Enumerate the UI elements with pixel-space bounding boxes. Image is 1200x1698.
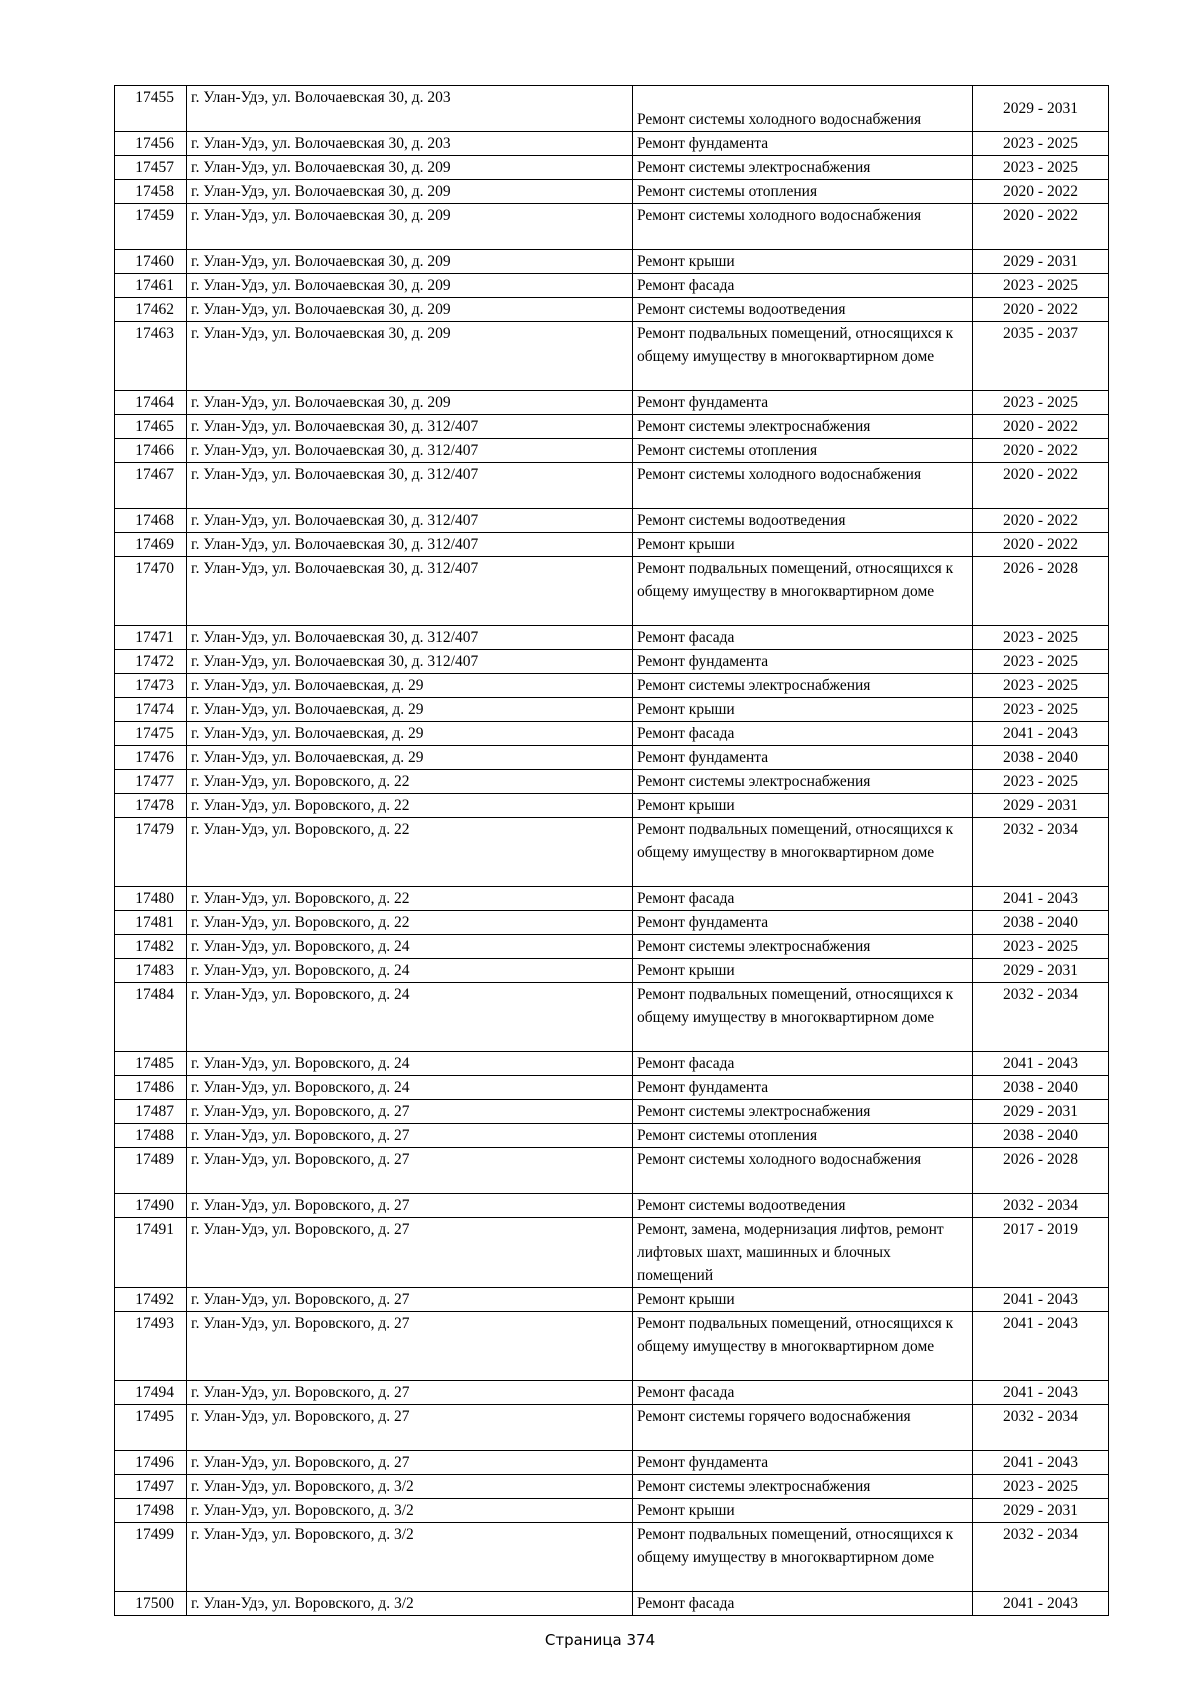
- row-number: 17484: [115, 983, 187, 1052]
- row-number: 17488: [115, 1124, 187, 1148]
- row-address: г. Улан-Удэ, ул. Воровского, д. 24: [187, 983, 633, 1052]
- row-address: г. Улан-Удэ, ул. Волочаевская, д. 29: [187, 674, 633, 698]
- row-period: 2023 - 2025: [973, 156, 1109, 180]
- row-period: 2020 - 2022: [973, 180, 1109, 204]
- row-work: Ремонт фундамента: [633, 911, 973, 935]
- table-row: [115, 322, 1109, 391]
- row-address: г. Улан-Удэ, ул. Воровского, д. 27: [187, 1148, 633, 1194]
- row-number: 17482: [115, 935, 187, 959]
- row-address: г. Улан-Удэ, ул. Воровского, д. 24: [187, 1076, 633, 1100]
- row-address: г. Улан-Удэ, ул. Воровского, д. 24: [187, 1052, 633, 1076]
- row-address: г. Улан-Удэ, ул. Волочаевская 30, д. 312/407: [187, 439, 633, 463]
- row-period: 2020 - 2022: [973, 204, 1109, 250]
- row-address: г. Улан-Удэ, ул. Воровского, д. 27: [187, 1312, 633, 1381]
- row-work: Ремонт системы холодного водоснабжения: [633, 86, 973, 132]
- row-period: 2023 - 2025: [973, 391, 1109, 415]
- row-number: 17467: [115, 463, 187, 509]
- row-address: г. Улан-Удэ, ул. Волочаевская 30, д. 209: [187, 180, 633, 204]
- row-number: 17457: [115, 156, 187, 180]
- row-address: г. Улан-Удэ, ул. Волочаевская 30, д. 312/407: [187, 463, 633, 509]
- row-work: Ремонт фасада: [633, 1592, 973, 1616]
- row-number: 17498: [115, 1499, 187, 1523]
- row-address: г. Улан-Удэ, ул. Воровского, д. 3/2: [187, 1499, 633, 1523]
- row-address: г. Улан-Удэ, ул. Воровского, д. 27: [187, 1194, 633, 1218]
- table-row: [115, 86, 1109, 132]
- table-row: [115, 746, 1109, 770]
- table-row: [115, 1218, 1109, 1288]
- row-period: 2023 - 2025: [973, 770, 1109, 794]
- table-row: [115, 533, 1109, 557]
- row-address: г. Улан-Удэ, ул. Воровского, д. 27: [187, 1218, 633, 1288]
- row-number: 17460: [115, 250, 187, 274]
- row-work: Ремонт подвальных помещений, относящихся к общему имуществу в многоквартирном доме: [633, 557, 973, 626]
- row-work: Ремонт подвальных помещений, относящихся к общему имуществу в многоквартирном доме: [633, 1523, 973, 1592]
- row-address: г. Улан-Удэ, ул. Волочаевская 30, д. 209: [187, 298, 633, 322]
- table-row: [115, 674, 1109, 698]
- row-period: 2020 - 2022: [973, 509, 1109, 533]
- row-work: Ремонт системы холодного водоснабжения: [633, 204, 973, 250]
- table-row: [115, 698, 1109, 722]
- row-work: Ремонт системы отопления: [633, 1124, 973, 1148]
- table-row: [115, 463, 1109, 509]
- row-address: г. Улан-Удэ, ул. Воровского, д. 22: [187, 911, 633, 935]
- row-work: Ремонт подвальных помещений, относящихся к общему имуществу в многоквартирном доме: [633, 983, 973, 1052]
- row-period: 2041 - 2043: [973, 1288, 1109, 1312]
- row-address: г. Улан-Удэ, ул. Волочаевская 30, д. 203: [187, 132, 633, 156]
- row-number: 17465: [115, 415, 187, 439]
- table-row: [115, 180, 1109, 204]
- row-period: 2038 - 2040: [973, 1124, 1109, 1148]
- row-number: 17492: [115, 1288, 187, 1312]
- row-address: г. Улан-Удэ, ул. Волочаевская 30, д. 312/407: [187, 557, 633, 626]
- row-number: 17499: [115, 1523, 187, 1592]
- row-address: г. Улан-Удэ, ул. Воровского, д. 24: [187, 959, 633, 983]
- table-row: [115, 911, 1109, 935]
- row-work: Ремонт системы отопления: [633, 439, 973, 463]
- row-period: 2041 - 2043: [973, 1312, 1109, 1381]
- row-period: 2032 - 2034: [973, 1194, 1109, 1218]
- page-number: Страница 374: [544, 1631, 656, 1649]
- row-work: Ремонт фундамента: [633, 132, 973, 156]
- table-row: [115, 1475, 1109, 1499]
- table-row: [115, 1381, 1109, 1405]
- row-work: Ремонт крыши: [633, 959, 973, 983]
- row-number: 17462: [115, 298, 187, 322]
- row-number: 17486: [115, 1076, 187, 1100]
- table-row: [115, 1100, 1109, 1124]
- row-work: Ремонт системы электроснабжения: [633, 935, 973, 959]
- row-work: Ремонт системы холодного водоснабжения: [633, 463, 973, 509]
- row-address: г. Улан-Удэ, ул. Воровского, д. 27: [187, 1100, 633, 1124]
- row-work: Ремонт фундамента: [633, 1451, 973, 1475]
- row-period: 2041 - 2043: [973, 1052, 1109, 1076]
- row-work: Ремонт системы водоотведения: [633, 298, 973, 322]
- row-period: 2023 - 2025: [973, 626, 1109, 650]
- row-address: г. Улан-Удэ, ул. Волочаевская 30, д. 312/407: [187, 509, 633, 533]
- row-work: Ремонт фасада: [633, 626, 973, 650]
- row-address: г. Улан-Удэ, ул. Волочаевская 30, д. 312/407: [187, 626, 633, 650]
- row-address: г. Улан-Удэ, ул. Волочаевская 30, д. 312/407: [187, 415, 633, 439]
- table-row: [115, 983, 1109, 1052]
- row-number: 17478: [115, 794, 187, 818]
- row-number: 17473: [115, 674, 187, 698]
- row-address: г. Улан-Удэ, ул. Воровского, д. 3/2: [187, 1592, 633, 1616]
- table-row: [115, 818, 1109, 887]
- row-address: г. Улан-Удэ, ул. Воровского, д. 22: [187, 794, 633, 818]
- table-row: [115, 1288, 1109, 1312]
- row-number: 17470: [115, 557, 187, 626]
- row-period: 2023 - 2025: [973, 132, 1109, 156]
- row-work: Ремонт системы электроснабжения: [633, 156, 973, 180]
- table-row: [115, 274, 1109, 298]
- row-address: г. Улан-Удэ, ул. Воровского, д. 22: [187, 818, 633, 887]
- row-number: 17474: [115, 698, 187, 722]
- row-number: 17476: [115, 746, 187, 770]
- table-row: [115, 887, 1109, 911]
- row-period: 2041 - 2043: [973, 722, 1109, 746]
- row-number: 17477: [115, 770, 187, 794]
- row-work: Ремонт фасада: [633, 887, 973, 911]
- row-work: Ремонт системы электроснабжения: [633, 415, 973, 439]
- row-number: 17472: [115, 650, 187, 674]
- row-period: 2029 - 2031: [973, 794, 1109, 818]
- row-address: г. Улан-Удэ, ул. Волочаевская 30, д. 209: [187, 156, 633, 180]
- row-period: 2029 - 2031: [973, 1499, 1109, 1523]
- row-number: 17466: [115, 439, 187, 463]
- row-address: г. Улан-Удэ, ул. Волочаевская, д. 29: [187, 698, 633, 722]
- table-row: [115, 1451, 1109, 1475]
- table-row: [115, 1523, 1109, 1592]
- row-period: 2017 - 2019: [973, 1218, 1109, 1288]
- table-row: [115, 391, 1109, 415]
- row-period: 2032 - 2034: [973, 818, 1109, 887]
- row-address: г. Улан-Удэ, ул. Воровского, д. 22: [187, 887, 633, 911]
- row-work: Ремонт крыши: [633, 1499, 973, 1523]
- table-row: [115, 250, 1109, 274]
- table-row: [115, 1148, 1109, 1194]
- row-number: 17456: [115, 132, 187, 156]
- row-number: 17495: [115, 1405, 187, 1451]
- row-number: 17496: [115, 1451, 187, 1475]
- row-period: 2032 - 2034: [973, 1405, 1109, 1451]
- row-number: 17497: [115, 1475, 187, 1499]
- row-work: Ремонт крыши: [633, 1288, 973, 1312]
- row-period: 2020 - 2022: [973, 463, 1109, 509]
- row-address: г. Улан-Удэ, ул. Воровского, д. 27: [187, 1381, 633, 1405]
- table-row: [115, 1194, 1109, 1218]
- table-row: [115, 650, 1109, 674]
- row-work: Ремонт фасада: [633, 1052, 973, 1076]
- table-row: [115, 1052, 1109, 1076]
- table-row: [115, 509, 1109, 533]
- row-work: Ремонт системы электроснабжения: [633, 1475, 973, 1499]
- row-number: 17487: [115, 1100, 187, 1124]
- row-work: Ремонт подвальных помещений, относящихся к общему имуществу в многоквартирном доме: [633, 1312, 973, 1381]
- row-work: Ремонт фундамента: [633, 650, 973, 674]
- row-work: Ремонт фундамента: [633, 1076, 973, 1100]
- row-work: Ремонт системы холодного водоснабжения: [633, 1148, 973, 1194]
- row-number: 17481: [115, 911, 187, 935]
- table-row: [115, 439, 1109, 463]
- row-work: Ремонт системы водоотведения: [633, 509, 973, 533]
- table-row: [115, 132, 1109, 156]
- row-number: 17464: [115, 391, 187, 415]
- table-row: [115, 1499, 1109, 1523]
- works-table: [114, 85, 1109, 1616]
- row-period: 2038 - 2040: [973, 746, 1109, 770]
- row-period: 2035 - 2037: [973, 322, 1109, 391]
- row-address: г. Улан-Удэ, ул. Волочаевская, д. 29: [187, 722, 633, 746]
- row-period: 2023 - 2025: [973, 1475, 1109, 1499]
- row-period: 2029 - 2031: [973, 1100, 1109, 1124]
- table-row: [115, 794, 1109, 818]
- row-address: г. Улан-Удэ, ул. Волочаевская 30, д. 209: [187, 322, 633, 391]
- row-work: Ремонт фундамента: [633, 391, 973, 415]
- row-address: г. Улан-Удэ, ул. Воровского, д. 22: [187, 770, 633, 794]
- row-number: 17490: [115, 1194, 187, 1218]
- row-period: 2023 - 2025: [973, 698, 1109, 722]
- row-work: Ремонт системы электроснабжения: [633, 1100, 973, 1124]
- row-period: 2020 - 2022: [973, 415, 1109, 439]
- row-number: 17475: [115, 722, 187, 746]
- row-period: 2041 - 2043: [973, 887, 1109, 911]
- row-work: Ремонт фундамента: [633, 746, 973, 770]
- table-row: [115, 1076, 1109, 1100]
- row-work: Ремонт фасада: [633, 722, 973, 746]
- row-period: 2020 - 2022: [973, 439, 1109, 463]
- row-address: г. Улан-Удэ, ул. Волочаевская 30, д. 209: [187, 391, 633, 415]
- row-period: 2020 - 2022: [973, 533, 1109, 557]
- row-number: 17493: [115, 1312, 187, 1381]
- row-number: 17489: [115, 1148, 187, 1194]
- row-period: 2020 - 2022: [973, 298, 1109, 322]
- row-address: г. Улан-Удэ, ул. Воровского, д. 3/2: [187, 1475, 633, 1499]
- row-number: 17458: [115, 180, 187, 204]
- row-number: 17468: [115, 509, 187, 533]
- row-period: 2041 - 2043: [973, 1381, 1109, 1405]
- table-row: [115, 626, 1109, 650]
- table-body: [115, 86, 1109, 1616]
- row-work: Ремонт системы горячего водоснабжения: [633, 1405, 973, 1451]
- row-period: 2026 - 2028: [973, 1148, 1109, 1194]
- row-address: г. Улан-Удэ, ул. Воровского, д. 24: [187, 935, 633, 959]
- row-address: г. Улан-Удэ, ул. Волочаевская 30, д. 209: [187, 250, 633, 274]
- row-address: г. Улан-Удэ, ул. Воровского, д. 27: [187, 1124, 633, 1148]
- row-number: 17455: [115, 86, 187, 132]
- row-number: 17480: [115, 887, 187, 911]
- row-number: 17483: [115, 959, 187, 983]
- row-period: 2029 - 2031: [973, 959, 1109, 983]
- row-period: 2032 - 2034: [973, 983, 1109, 1052]
- row-number: 17471: [115, 626, 187, 650]
- table-row: [115, 770, 1109, 794]
- table-row: [115, 1405, 1109, 1451]
- row-address: г. Улан-Удэ, ул. Волочаевская 30, д. 209: [187, 204, 633, 250]
- row-number: 17463: [115, 322, 187, 391]
- table-row: [115, 1592, 1109, 1616]
- row-period: 2038 - 2040: [973, 911, 1109, 935]
- row-work: Ремонт подвальных помещений, относящихся к общему имуществу в многоквартирном доме: [633, 322, 973, 391]
- row-period: 2023 - 2025: [973, 935, 1109, 959]
- row-address: г. Улан-Удэ, ул. Волочаевская, д. 29: [187, 746, 633, 770]
- table-row: [115, 415, 1109, 439]
- row-work: Ремонт системы электроснабжения: [633, 770, 973, 794]
- row-number: 17479: [115, 818, 187, 887]
- row-address: г. Улан-Удэ, ул. Воровского, д. 27: [187, 1405, 633, 1451]
- row-period: 2041 - 2043: [973, 1592, 1109, 1616]
- row-address: г. Улан-Удэ, ул. Воровского, д. 27: [187, 1451, 633, 1475]
- row-period: 2023 - 2025: [973, 650, 1109, 674]
- table-row: [115, 204, 1109, 250]
- row-period: 2038 - 2040: [973, 1076, 1109, 1100]
- row-period: 2032 - 2034: [973, 1523, 1109, 1592]
- row-address: г. Улан-Удэ, ул. Волочаевская 30, д. 312/407: [187, 650, 633, 674]
- row-period: 2023 - 2025: [973, 274, 1109, 298]
- row-work: Ремонт фасада: [633, 1381, 973, 1405]
- row-number: 17491: [115, 1218, 187, 1288]
- row-period: 2029 - 2031: [973, 86, 1109, 132]
- row-work: Ремонт, замена, модернизация лифтов, ремонт лифтовых шахт, машинных и блочных помещений: [633, 1218, 973, 1288]
- row-work: Ремонт системы электроснабжения: [633, 674, 973, 698]
- row-work: Ремонт крыши: [633, 250, 973, 274]
- row-number: 17459: [115, 204, 187, 250]
- row-address: г. Улан-Удэ, ул. Воровского, д. 27: [187, 1288, 633, 1312]
- row-number: 17469: [115, 533, 187, 557]
- table-row: [115, 722, 1109, 746]
- table-row: [115, 959, 1109, 983]
- row-number: 17500: [115, 1592, 187, 1616]
- row-period: 2026 - 2028: [973, 557, 1109, 626]
- row-number: 17461: [115, 274, 187, 298]
- table-row: [115, 1312, 1109, 1381]
- table-row: [115, 1124, 1109, 1148]
- row-work: Ремонт системы отопления: [633, 180, 973, 204]
- table-row: [115, 156, 1109, 180]
- row-number: 17494: [115, 1381, 187, 1405]
- row-address: г. Улан-Удэ, ул. Волочаевская 30, д. 209: [187, 274, 633, 298]
- table-row: [115, 557, 1109, 626]
- table-row: [115, 935, 1109, 959]
- row-address: г. Улан-Удэ, ул. Волочаевская 30, д. 312/407: [187, 533, 633, 557]
- row-work: Ремонт крыши: [633, 794, 973, 818]
- row-work: Ремонт крыши: [633, 698, 973, 722]
- row-number: 17485: [115, 1052, 187, 1076]
- row-work: Ремонт системы водоотведения: [633, 1194, 973, 1218]
- row-period: 2029 - 2031: [973, 250, 1109, 274]
- row-work: Ремонт подвальных помещений, относящихся к общему имуществу в многоквартирном доме: [633, 818, 973, 887]
- row-period: 2041 - 2043: [973, 1451, 1109, 1475]
- row-period: 2023 - 2025: [973, 674, 1109, 698]
- table-row: [115, 298, 1109, 322]
- row-address: г. Улан-Удэ, ул. Воровского, д. 3/2: [187, 1523, 633, 1592]
- row-address: г. Улан-Удэ, ул. Волочаевская 30, д. 203: [187, 86, 633, 132]
- row-work: Ремонт фасада: [633, 274, 973, 298]
- row-work: Ремонт крыши: [633, 533, 973, 557]
